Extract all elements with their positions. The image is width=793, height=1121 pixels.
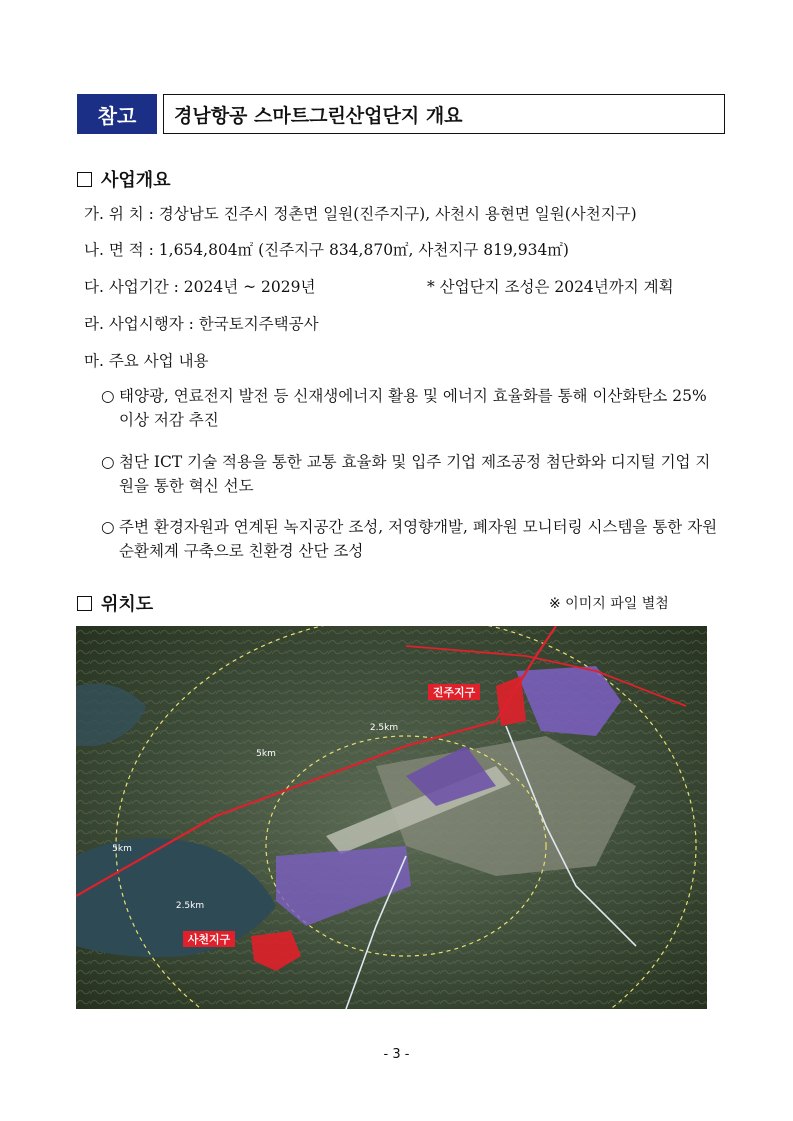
item-area: 나. 면 적 : 1,654,804㎡ (진주지구 834,870㎡, 사천지구 819,934㎡) (84, 241, 569, 259)
label-ring-25km-left: 2.5km (175, 901, 205, 911)
bullet-item (101, 384, 721, 432)
label-jinju: 진주지구 (432, 686, 476, 699)
page-number: - 3 - (383, 1047, 410, 1062)
item-period-note: * 산업단지 조성은 2024년까지 계획 (427, 278, 674, 296)
location-map (76, 626, 707, 1009)
item-operator: 라. 사업시행자 : 한국토지주택공사 (84, 315, 319, 333)
checkbox-icon (77, 596, 92, 611)
section-map-heading (77, 590, 153, 616)
bullet-text: 첨단 ICT 기술 적용을 통한 교통 효율화 및 입주 기업 제조공정 첨단화와 디지털 기업 지원을 통한 혁신 선도 (119, 453, 711, 495)
bullet-text: 주변 환경자원과 연계된 녹지공간 조성, 저영향개발, 폐자원 모니터링 시스템을 통한 자원순환체계 구축으로 친환경 산단 조성 (119, 518, 718, 560)
title-bar (77, 94, 714, 134)
title-tag: 참고 (77, 94, 157, 134)
label-ring-5km-top: 5km (256, 749, 276, 759)
bullet-mark: ○ (101, 453, 115, 471)
bullet-item (101, 515, 721, 563)
label-ring-5km-left: 5km (112, 844, 132, 854)
item-location: 가. 위 치 : 경상남도 진주시 정촌면 일원(진주지구), 사천시 용현면 일원(사천지구) (84, 205, 637, 223)
section-overview-heading (77, 166, 171, 192)
bullet-mark: ○ (101, 387, 115, 405)
map-image (76, 626, 707, 1009)
section-overview-title: 사업개요 (101, 170, 171, 191)
checkbox-icon (77, 172, 92, 187)
bullet-text: 태양광, 연료전지 발전 등 신재생에너지 활용 및 에너지 효율화를 통해 이산화탄소 25% 이상 저감 추진 (119, 387, 707, 429)
section-map-title: 위치도 (101, 594, 154, 615)
label-sacheon: 사천지구 (187, 933, 231, 946)
bullet-mark: ○ (101, 518, 115, 536)
attach-note: ※ 이미지 파일 별첨 (549, 596, 669, 612)
item-period: 다. 사업기간 : 2024년 ~ 2029년 (84, 278, 316, 296)
page-title: 경남항공 스마트그린산업단지 개요 (163, 94, 725, 134)
bullet-item (101, 450, 721, 498)
item-contents: 마. 주요 사업 내용 (84, 352, 209, 370)
label-ring-25km-top: 2.5km (369, 723, 399, 733)
